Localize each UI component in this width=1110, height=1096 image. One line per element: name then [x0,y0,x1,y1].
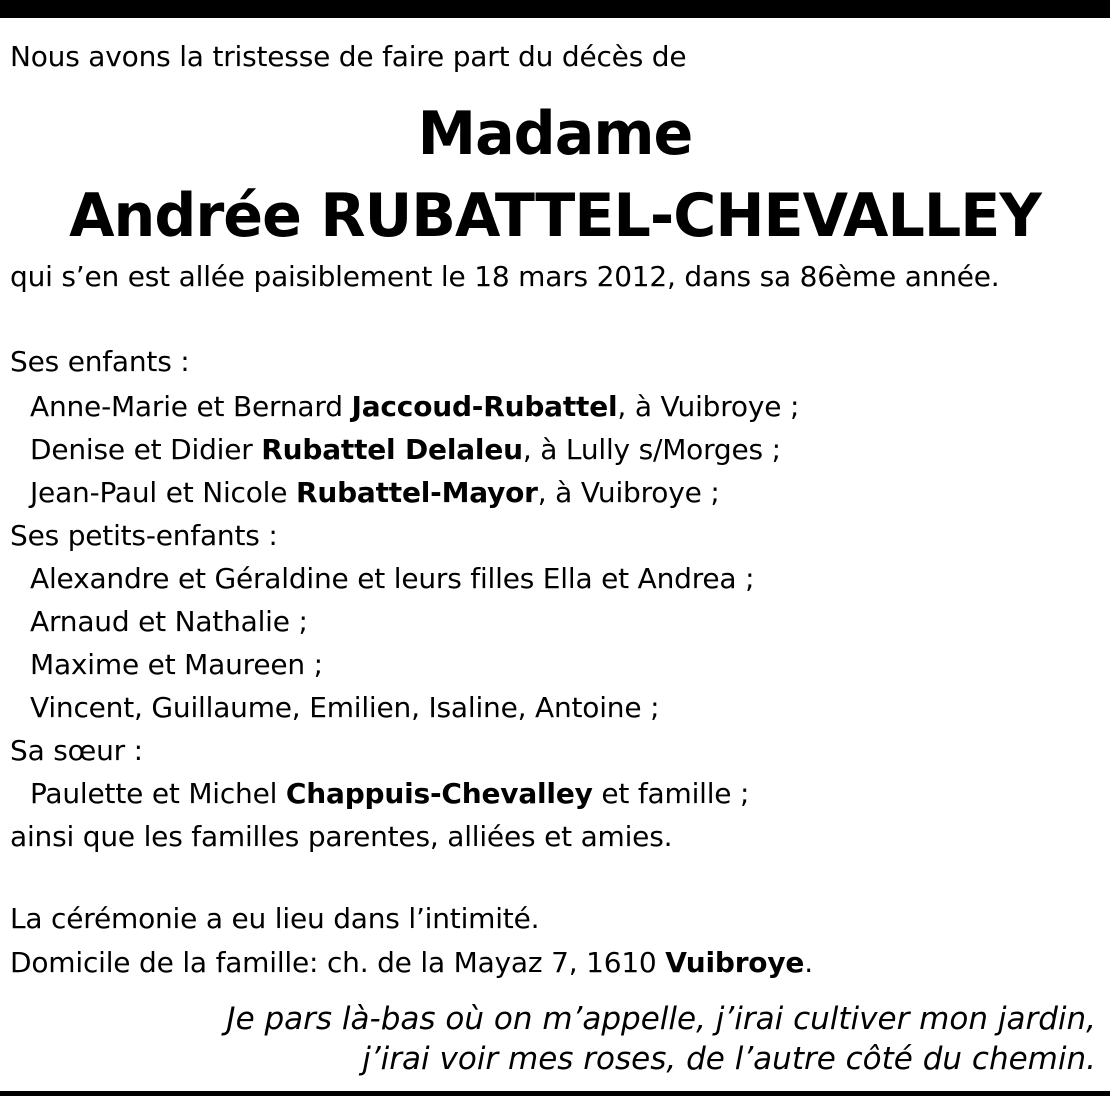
intro-text: Nous avons la tristesse de faire part du décès de [10,40,687,73]
grandchild-entry: Vincent, Guillaume, Emilien, Isaline, Antoine ; [30,691,660,724]
child-surname: Jaccoud-Rubattel [351,390,618,423]
domicile-address: Domicile de la famille: ch. de la Mayaz 7, 1610 [10,946,666,979]
sister-first-names: Paulette et Michel [30,777,286,810]
sister-suffix: et famille ; [592,777,750,810]
domicile-town: Vuibroye [665,946,805,979]
child-entry [30,390,799,424]
child-surname: Rubattel-Mayor [295,476,538,509]
child-first-names: Denise et Didier [30,433,262,466]
poem-line: j’irai voir mes roses, de l’autre côté du chemin. [362,1041,1096,1077]
grandchild-entry: Alexandre et Géraldine et leurs filles Ella et Andrea ; [30,562,755,595]
bottom-border-rule [0,1091,1110,1096]
poem-line: Je pars là-bas où on m’appelle, j’irai cultiver mon jardin, [226,1001,1096,1037]
domicile-suffix: . [804,946,813,979]
sister-entry [30,777,749,811]
child-first-names: Anne-Marie et Bernard [30,390,352,423]
top-border-rule [0,0,1110,18]
grandchildren-heading: Ses petits-enfants : [10,519,278,552]
deceased-name: Andrée RUBATTEL-CHEVALLEY [69,181,1041,251]
grandchild-entry: Arnaud et Nathalie ; [30,605,308,638]
child-location: , à Lully s/Morges ; [522,433,781,466]
child-surname: Rubattel Delaleu [261,433,523,466]
child-entry [30,476,720,510]
sister-heading: Sa sœur : [10,734,143,767]
families-text: ainsi que les familles parentes, alliées et amies. [10,820,673,853]
domicile-text [10,946,813,980]
child-entry [30,433,781,467]
sister-surname: Chappuis-Chevalley [285,777,593,810]
child-location: , à Vuibroye ; [617,390,800,423]
child-first-names: Jean-Paul et Nicole [30,476,296,509]
death-announcement: qui s’en est allée paisiblement le 18 mars 2012, dans sa 86ème année. [10,260,1000,293]
children-heading: Ses enfants : [10,345,190,378]
honorific-title: Madame [417,99,693,169]
grandchild-entry: Maxime et Maureen ; [30,648,323,681]
ceremony-text: La cérémonie a eu lieu dans l’intimité. [10,902,540,935]
child-location: , à Vuibroye ; [537,476,720,509]
